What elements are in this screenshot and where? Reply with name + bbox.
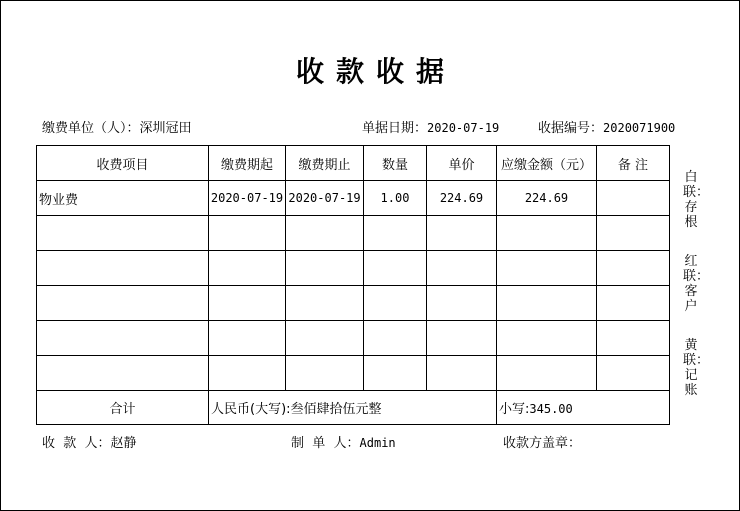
total-words-label: 人民币(大写): xyxy=(211,402,291,417)
cell-remark xyxy=(597,181,670,216)
cashier-info xyxy=(42,432,137,451)
table-row-empty xyxy=(37,356,670,391)
receipt-title: 收款收据 xyxy=(295,55,456,88)
payer-value: 深圳冠田 xyxy=(139,121,192,136)
col-header-amount: 应缴金额（元） xyxy=(497,146,597,181)
payer-info xyxy=(42,117,192,136)
maker-value: Admin xyxy=(359,436,396,450)
table-header-row xyxy=(37,146,670,181)
table-row-empty xyxy=(37,251,670,286)
total-words xyxy=(209,391,497,425)
col-header-remark: 备 注 xyxy=(597,146,670,181)
table-row-empty xyxy=(37,321,670,356)
table-row-empty xyxy=(37,216,670,251)
side-note-white: 白联：存根 xyxy=(683,170,710,230)
receipt-table xyxy=(36,145,670,425)
cell-start: 2020-07-19 xyxy=(209,181,286,216)
cell-unit-price: 224.69 xyxy=(427,181,497,216)
cashier-value: 赵静 xyxy=(110,436,137,451)
cell-quantity: 1.00 xyxy=(364,181,427,216)
number-label: 收据编号： xyxy=(538,121,604,136)
col-header-item: 收费项目 xyxy=(37,146,209,181)
cell-end: 2020-07-19 xyxy=(286,181,364,216)
cell-amount: 224.69 xyxy=(497,181,597,216)
number-value: 2020071900 xyxy=(603,121,676,135)
maker-label: 制 单 人： xyxy=(291,436,360,451)
total-small-value: 345.00 xyxy=(529,402,573,416)
stamp-label: 收款方盖章： xyxy=(503,436,582,451)
side-note-red: 红联：客户 xyxy=(683,254,710,314)
date-label: 单据日期： xyxy=(362,121,428,136)
col-header-start: 缴费期起 xyxy=(209,146,286,181)
total-row xyxy=(37,391,670,425)
col-header-unit-price: 单价 xyxy=(427,146,497,181)
total-words-value: 叁佰肆拾伍元整 xyxy=(290,402,382,417)
cell-item: 物业费 xyxy=(37,181,209,216)
col-header-quantity: 数量 xyxy=(364,146,427,181)
total-small-label: 小写: xyxy=(499,402,530,417)
total-small xyxy=(497,391,670,425)
number-info xyxy=(538,117,675,136)
col-header-end: 缴费期止 xyxy=(286,146,364,181)
table-row xyxy=(37,181,670,216)
cashier-label: 收 款 人： xyxy=(42,436,111,451)
maker-info xyxy=(291,432,396,451)
date-info xyxy=(362,117,499,136)
side-note-yellow: 黄联：记账 xyxy=(683,338,710,398)
date-value: 2020-07-19 xyxy=(427,121,500,135)
payer-label: 缴费单位（人）： xyxy=(42,121,140,136)
total-label: 合计 xyxy=(37,391,209,425)
stamp-info xyxy=(503,432,581,451)
table-row-empty xyxy=(37,286,670,321)
